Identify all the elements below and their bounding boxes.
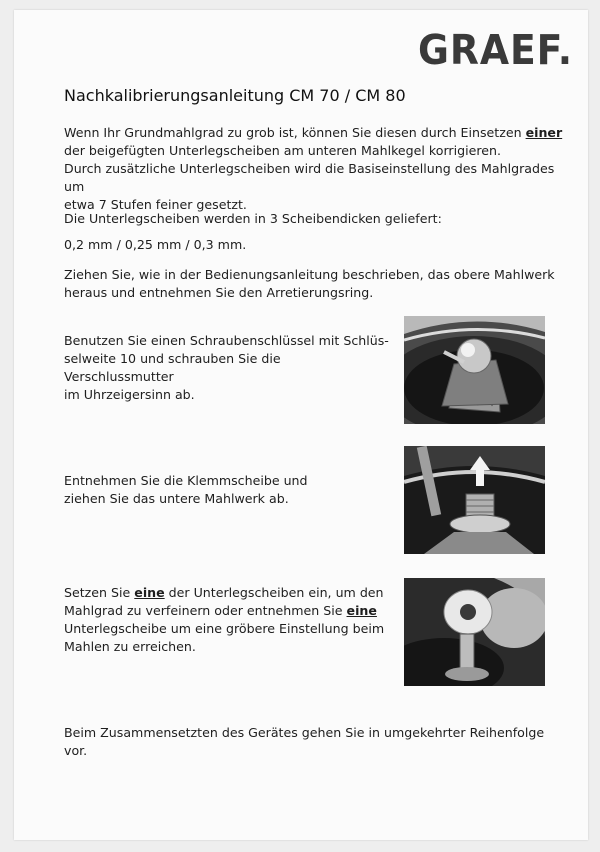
photo-insert-washer [404,578,545,686]
thickness-intro: Die Unterlegscheiben werden in 3 Scheibendicken geliefert: [64,211,442,226]
graef-logo: GRAEF. [418,26,574,74]
page-title: Nachkalibrierungsanleitung CM 70 / CM 80 [64,86,406,105]
step-1-text: Benutzen Sie einen Schraubenschlüssel mit Schlüs- selweite 10 und schrauben Sie die Verschlussmutter im Uhrzeigersinn ab. [64,333,389,402]
step-2-text: Entnehmen Sie die Klemmscheibe und ziehen Sie das untere Mahlwerk ab. [64,473,308,506]
remove-paragraph: Ziehen Sie, wie in der Bedienungsanleitung beschrieben, das obere Mahlwerk heraus und entnehmen Sie den Arretierungsring. [64,267,555,300]
intro-paragraph: Wenn Ihr Grundmahlgrad zu grob ist, können Sie diesen durch Einsetzen einer der beigefügten Unterlegscheiben am unteren Mahlkegel korrigieren. Durch zusätzliche Unterlegscheiben wird die Basiseinstellung des Mahlgrades um etwa 7 Stufen feiner gesetzt. [64,125,563,212]
photo-unscrew-nut [404,316,545,424]
step-3-text: Setzen Sie eine der Unterlegscheiben ein, um den Mahlgrad zu verfeinern oder entnehmen Sie eine Unterlegscheibe um eine gröbere Einstellung beim Mahlen zu erreichen. [64,585,385,654]
thickness-values: 0,2 mm / 0,25 mm / 0,3 mm. [64,237,247,252]
photo-remove-clamp-disc [404,446,545,554]
closing-paragraph: Beim Zusammensetzten des Gerätes gehen Sie in umgekehrter Reihenfolge vor. [64,725,545,758]
